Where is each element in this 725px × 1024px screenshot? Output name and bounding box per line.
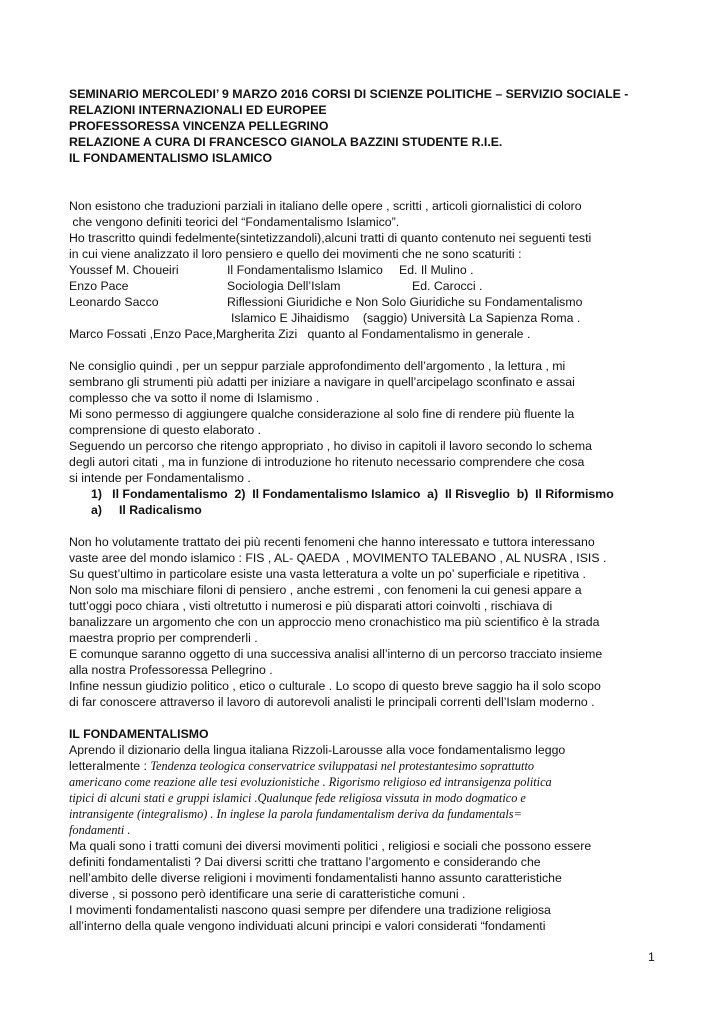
paragraph-line: Ne consiglio quindi , per un seppur parziale approfondimento dell’argomento , la lettura , mi xyxy=(69,359,566,373)
reference-title: Il Fondamentalismo Islamico xyxy=(227,263,383,277)
paragraph-line: Infine nessun giudizio politico , etico o culturale . Lo scopo di questo breve saggio ha il solo scopo xyxy=(69,679,601,693)
paragraph-line: di far conoscere attraverso il lavoro di autorevoli analisti le principali correnti dell’Islam moderno . xyxy=(69,695,595,709)
dictionary-quote: fondamenti . xyxy=(69,823,131,837)
paragraph-line: all’interno della quale vengono individuati alcuni principi e valori considerati “fondamenti xyxy=(69,919,546,933)
paragraph-line: alla nostra Professoressa Pellegrino . xyxy=(69,663,273,677)
header-line: RELAZIONE A CURA DI FRANCESCO GIANOLA BAZZINI STUDENTE R.I.E. xyxy=(69,135,503,149)
paragraph-line: tutt’oggi poco chiara , visti oltretutto i numerosi e più disparati attori coinvolti , rischiava di xyxy=(69,599,553,613)
section-title: IL FONDAMENTALISMO xyxy=(69,727,209,741)
reference-title: Riflessioni Giuridiche e Non Solo Giuridiche su Fondamentalismo xyxy=(227,295,583,309)
paragraph-line: Ho trascritto quindi fedelmente(sintetizzandoli),alcuni tratti di quanto contenuto nei seguenti testi xyxy=(69,231,592,245)
dictionary-quote: tipici di alcuni stati e gruppi islamici .Qualunque fede religiosa vissuta in modo dogmatico e xyxy=(69,791,526,805)
paragraph-line: nell’ambito delle diverse religioni i movimenti fondamentalisti hanno assunto caratteristiche xyxy=(69,871,562,885)
paragraph-line: Non solo ma mischiare filoni di pensiero , anche estremi , con fenomeni la cui genesi appare a xyxy=(69,583,582,597)
paragraph-line: Aprendo il dizionario della lingua italiana Rizzoli-Larousse alla voce fondamentalismo leggo xyxy=(69,743,566,757)
paragraph-line: si intende per Fondamentalismo . xyxy=(69,471,251,485)
paragraph-line: in cui viene analizzato il loro pensiero e quello dei movimenti che ne sono scaturiti : xyxy=(69,247,522,261)
paragraph-line: Seguendo un percorso che ritengo appropriato , ho diviso in capitoli il lavoro secondo lo schema xyxy=(69,439,592,453)
chapter-outline: 1) Il Fondamentalismo 2) Il Fondamentalismo Islamico a) Il Risveglio b) Il Riformismo xyxy=(91,487,614,501)
paragraph-line: sembrano gli strumenti più adatti per iniziare a navigare in quell’arcipelago sconfinato e assai xyxy=(69,375,575,389)
reference-row: Marco Fossati ,Enzo Pace,Margherita Zizi quanto al Fondamentalismo in generale . xyxy=(69,327,531,341)
paragraph-line: Ma quali sono i tratti comuni dei diversi movimenti politici , religiosi e sociali che possono essere xyxy=(69,839,592,853)
header-line: PROFESSORESSA VINCENZA PELLEGRINO xyxy=(69,119,329,133)
reference-publisher: Ed. Il Mulino . xyxy=(399,263,474,277)
paragraph-line: maestra proprio per comprenderli . xyxy=(69,631,258,645)
document-title: IL FONDAMENTALISMO ISLAMICO xyxy=(69,151,273,165)
dictionary-quote: americano come reazione alle tesi evoluzionistiche . Rigorismo religioso ed intransigenza politica xyxy=(69,775,552,789)
paragraph-line: complesso che va sotto il nome di Islamismo . xyxy=(69,391,320,405)
reference-continuation: Islamico E Jihaidismo (saggio) Università La Sapienza Roma . xyxy=(231,311,581,325)
chapter-outline: a) Il Radicalismo xyxy=(91,503,202,517)
paragraph-line: diverse , si possono però identificare una serie di caratteristiche comuni . xyxy=(69,887,466,901)
paragraph-line: E comunque saranno oggetto di una successiva analisi all’interno di un percorso tracciato insieme xyxy=(69,647,603,661)
paragraph-line: I movimenti fondamentalisti nascono quasi sempre per difendere una tradizione religiosa xyxy=(69,903,551,917)
quote-line xyxy=(69,758,534,774)
paragraph-line: che vengono definiti teorici del “Fondamentalismo Islamico”. xyxy=(69,215,400,229)
reference-title: Sociologia Dell’Islam xyxy=(227,279,341,293)
dictionary-quote: Tendenza teologica conservatrice sviluppatasi nel protestantesimo soprattutto xyxy=(150,759,535,773)
reference-row xyxy=(69,262,629,278)
header-line: SEMINARIO MERCOLEDI’ 9 MARZO 2016 CORSI DI SCIENZE POLITICHE – SERVIZIO SOCIALE - xyxy=(69,87,629,101)
paragraph-line: degli autori citati , ma in funzione di introduzione ho ritenuto necessario comprendere che cosa xyxy=(69,455,585,469)
paragraph-line: Mi sono permesso di aggiungere qualche considerazione al solo fine di rendere più fluente la xyxy=(69,407,575,421)
paragraph-line: definiti fondamentalisti ? Dai diversi scritti che trattano l’argomento e considerando che xyxy=(69,855,541,869)
section-lead: letteralmente : xyxy=(69,759,151,773)
paragraph-line: vaste aree del mondo islamico : FIS , AL- QAEDA , MOVIMENTO TALEBANO , AL NUSRA , ISIS . xyxy=(69,551,607,565)
paragraph-line: Su quest’ultimo in particolare esiste una vasta letteratura a volte un po’ superficiale e ripetitiva . xyxy=(69,567,586,581)
reference-author: Leonardo Sacco xyxy=(69,295,159,309)
paragraph-line: comprensione di questo elaborato . xyxy=(69,423,262,437)
reference-publisher: Ed. Carocci . xyxy=(412,279,483,293)
reference-row xyxy=(69,294,629,310)
paragraph-line: Non esistono che traduzioni parziali in italiano delle opere , scritti , articoli giornalistici di coloro xyxy=(69,199,582,213)
reference-author: Enzo Pace xyxy=(69,279,129,293)
reference-author: Youssef M. Choueiri xyxy=(69,263,179,277)
header-line: RELAZIONI INTERNAZIONALI ED EUROPEE xyxy=(69,103,327,117)
dictionary-quote: intransigente (integralismo) . In inglese la parola fundamentalism deriva da fundamentals= xyxy=(69,807,522,821)
paragraph-line: banalizzare un argomento che con un approccio meno cronachistico ma più scientifico è la strada xyxy=(69,615,600,629)
paragraph-line: Non ho volutamente trattato dei più recenti fenomeni che hanno interessato e tuttora interessano xyxy=(69,535,595,549)
reference-row xyxy=(69,278,629,294)
page-number: 1 xyxy=(648,950,655,964)
